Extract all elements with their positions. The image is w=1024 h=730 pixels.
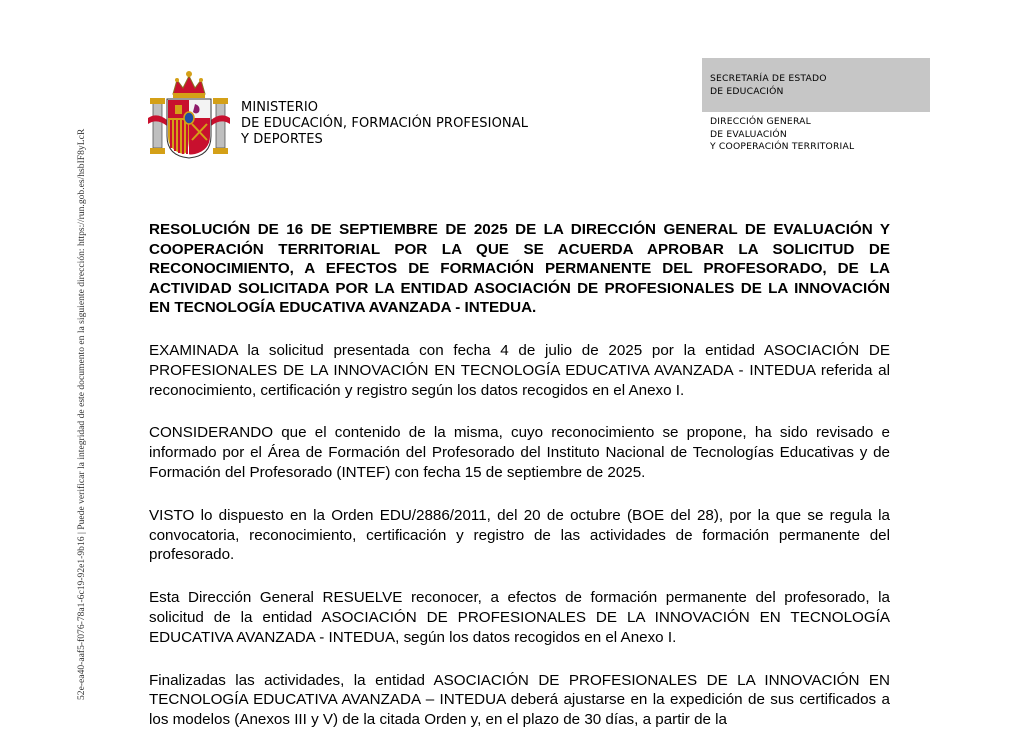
direccion-line: Y COOPERACIÓN TERRITORIAL	[710, 141, 855, 152]
ministry-line: DE EDUCACIÓN, FORMACIÓN PROFESIONAL	[241, 116, 529, 131]
direccion-general	[710, 116, 854, 154]
secretaria-line: SECRETARÍA DE ESTADO	[710, 73, 827, 84]
document-body	[149, 220, 890, 730]
secretaria-box	[702, 58, 930, 112]
paragraph-finalizadas: Finalizadas las actividades, la entidad ASOCIACIÓN DE PROFESIONALES DE LA INNOVACIÓN EN TECNOLOGÍA EDUCATIVA AVANZADA – INTEDUA deberá ajustarse en la expedición de sus certificados a los modelos (Anexos III y V) de la citada Orden y, en el plazo de 30 días, a partir de la	[149, 671, 890, 729]
verification-note: 52e-ea40-aaf5-f076-78a1-6c19-92e1-9b16 | Puede verificar la integridad de este documento en la siguiente dirección: https://run.gob.es/hsbIF8yLcR	[76, 128, 87, 700]
ministry-line: Y DEPORTES	[241, 132, 323, 147]
paragraph-resuelve: Esta Dirección General RESUELVE reconocer, a efectos de formación permanente del profesorado, la solicitud de la entidad ASOCIACIÓN DE PROFESIONALES DE LA INNOVACIÓN EN TECNOLOGÍA EDUCATIVA AVANZADA - INTEDUA, según los datos recogidos en el Anexo I.	[149, 589, 890, 646]
ministry-name	[241, 100, 528, 148]
direccion-line: DE EVALUACIÓN	[710, 128, 787, 140]
secretaria-line: DE EDUCACIÓN	[710, 85, 784, 97]
coat-of-arms-icon	[147, 68, 231, 160]
ministry-line: MINISTERIO	[241, 100, 319, 115]
resolution-title: RESOLUCIÓN DE 16 DE SEPTIEMBRE DE 2025 DE LA DIRECCIÓN GENERAL DE EVALUACIÓN Y COOPERACIÓN TERRITORIAL POR LA QUE SE ACUERDA APROBAR LA SOLICITUD DE RECONOCIMIENTO, A EFECTOS DE FORMACIÓN PERMANENTE DEL PROFESORADO, DE LA ACTIVIDAD SOLICITADA POR LA ENTIDAD ASOCIACIÓN DE PROFESIONALES DE LA INNOVACIÓN EN TECNOLOGÍA EDUCATIVA AVANZADA - INTEDUA.	[149, 221, 890, 317]
direccion-line: DIRECCIÓN GENERAL	[710, 116, 811, 127]
paragraph-considerando: CONSIDERANDO que el contenido de la misma, cuyo reconocimiento se propone, ha sido revisado e informado por el Área de Formación del Profesorado del Instituto Nacional de Tecnologías Educativas y de Formación del Profesorado (INTEF) con fecha 15 de septiembre de 2025.	[149, 424, 890, 481]
paragraph-examinada: EXAMINADA la solicitud presentada con fecha 4 de julio de 2025 por la entidad ASOCIACIÓN DE PROFESIONALES DE LA INNOVACIÓN EN TECNOLOGÍA EDUCATIVA AVANZADA - INTEDUA referida al reconocimiento, certificación y registro según los datos recogidos en el Anexo I.	[149, 341, 890, 399]
paragraph-visto: VISTO lo dispuesto en la Orden EDU/2886/2011, del 20 de octubre (BOE del 28), por la que se regula la convocatoria, reconocimiento, certificación y registro de las actividades de formación permanente del profesorado.	[149, 506, 890, 564]
